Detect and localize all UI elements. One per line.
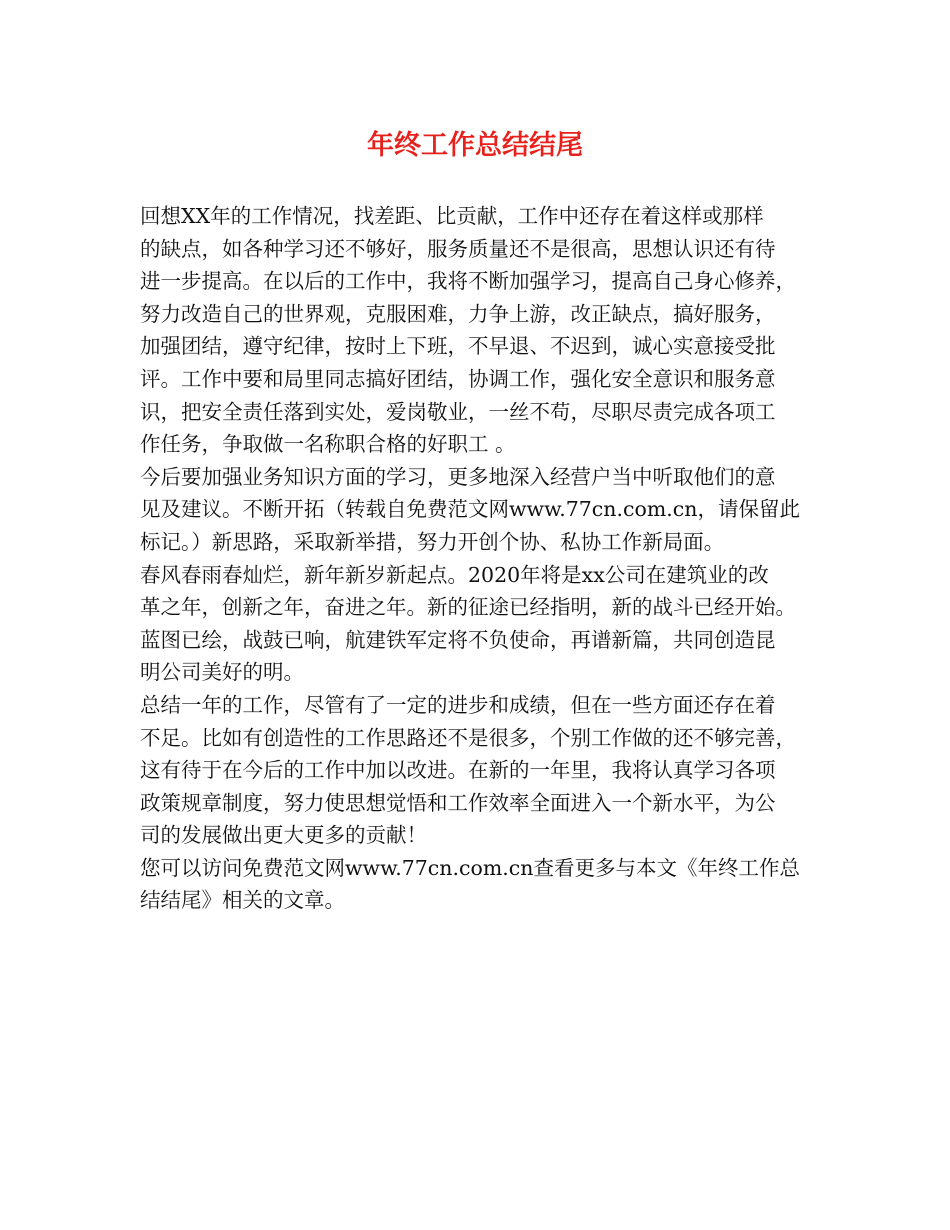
paragraph-2 — [140, 461, 820, 559]
paragraph-line: 今后要加强业务知识方面的学习，更多地深入经营户当中听取他们的意 — [140, 464, 776, 489]
paragraph-line: 评。工作中要和局里同志搞好团结，协调工作，强化安全意识和服务意 — [140, 366, 776, 391]
paragraph-line: 这有待于在今后的工作中加以改进。在新的一年里，我将认真学习各项 — [140, 758, 776, 783]
paragraph-line: 作任务，争取做一名称职合格的好职工 。 — [140, 432, 516, 457]
paragraph-3 — [140, 559, 820, 689]
paragraph-line: 进一步提高。在以后的工作中，我将不断加强学习，提高自己身心修养， — [140, 269, 796, 294]
document-title: 年终工作总结结尾 — [367, 130, 583, 161]
paragraph-line: 的缺点，如各种学习还不够好，服务质量还不是很高，思想认识还有待 — [140, 236, 776, 261]
paragraph-line: 您可以访问免费范文网www.77cn.com.cn查看更多与本文《年终工作总 — [140, 855, 800, 880]
paragraph-line: 总结一年的工作，尽管有了一定的进步和成绩，但在一些方面还存在着 — [140, 692, 776, 717]
paragraph-line: 加强团结，遵守纪律，按时上下班，不早退、不迟到，诚心实意接受批 — [140, 334, 776, 359]
paragraph-line: 司的发展做出更大更多的贡献！ — [140, 823, 427, 848]
paragraph-line: 明公司美好的明。 — [140, 660, 304, 685]
paragraph-line: 回想XX年的工作情况，找差距、比贡献，工作中还存在着这样或那样 — [140, 204, 764, 228]
paragraph-5 — [140, 852, 820, 917]
paragraph-line: 标记。）新思路，采取新举措，努力开创个协、私协工作新局面。 — [140, 529, 725, 554]
paragraph-line: 识，把安全责任落到实处，爱岗敬业，一丝不苟，尽职尽责完成各项工 — [140, 399, 776, 424]
paragraph-line: 春风春雨春灿烂，新年新岁新起点。2020年将是xx公司在建筑业的改 — [140, 562, 769, 587]
paragraph-1 — [140, 200, 820, 461]
paragraph-line: 结结尾》相关的文章。 — [140, 888, 345, 913]
document-body — [140, 200, 820, 917]
paragraph-line: 见及建议。不断开拓（转载自免费范文网www.77cn.com.cn，请保留此 — [140, 497, 800, 522]
paragraph-line: 努力改造自己的世界观，克服困难，力争上游，改正缺点，搞好服务， — [140, 301, 776, 326]
paragraph-line: 蓝图已绘，战鼓已响，航建铁军定将不负使命，再谱新篇，共同创造昆 — [140, 627, 776, 652]
paragraph-line: 不足。比如有创造性的工作思路还不是很多，个别工作做的还不够完善， — [140, 725, 796, 750]
paragraph-line: 政策规章制度，努力使思想觉悟和工作效率全面进入一个新水平，为公 — [140, 790, 776, 815]
paragraph-4 — [140, 689, 820, 852]
paragraph-line: 革之年，创新之年，奋进之年。新的征途已经指明，新的战斗已经开始。 — [140, 595, 796, 620]
